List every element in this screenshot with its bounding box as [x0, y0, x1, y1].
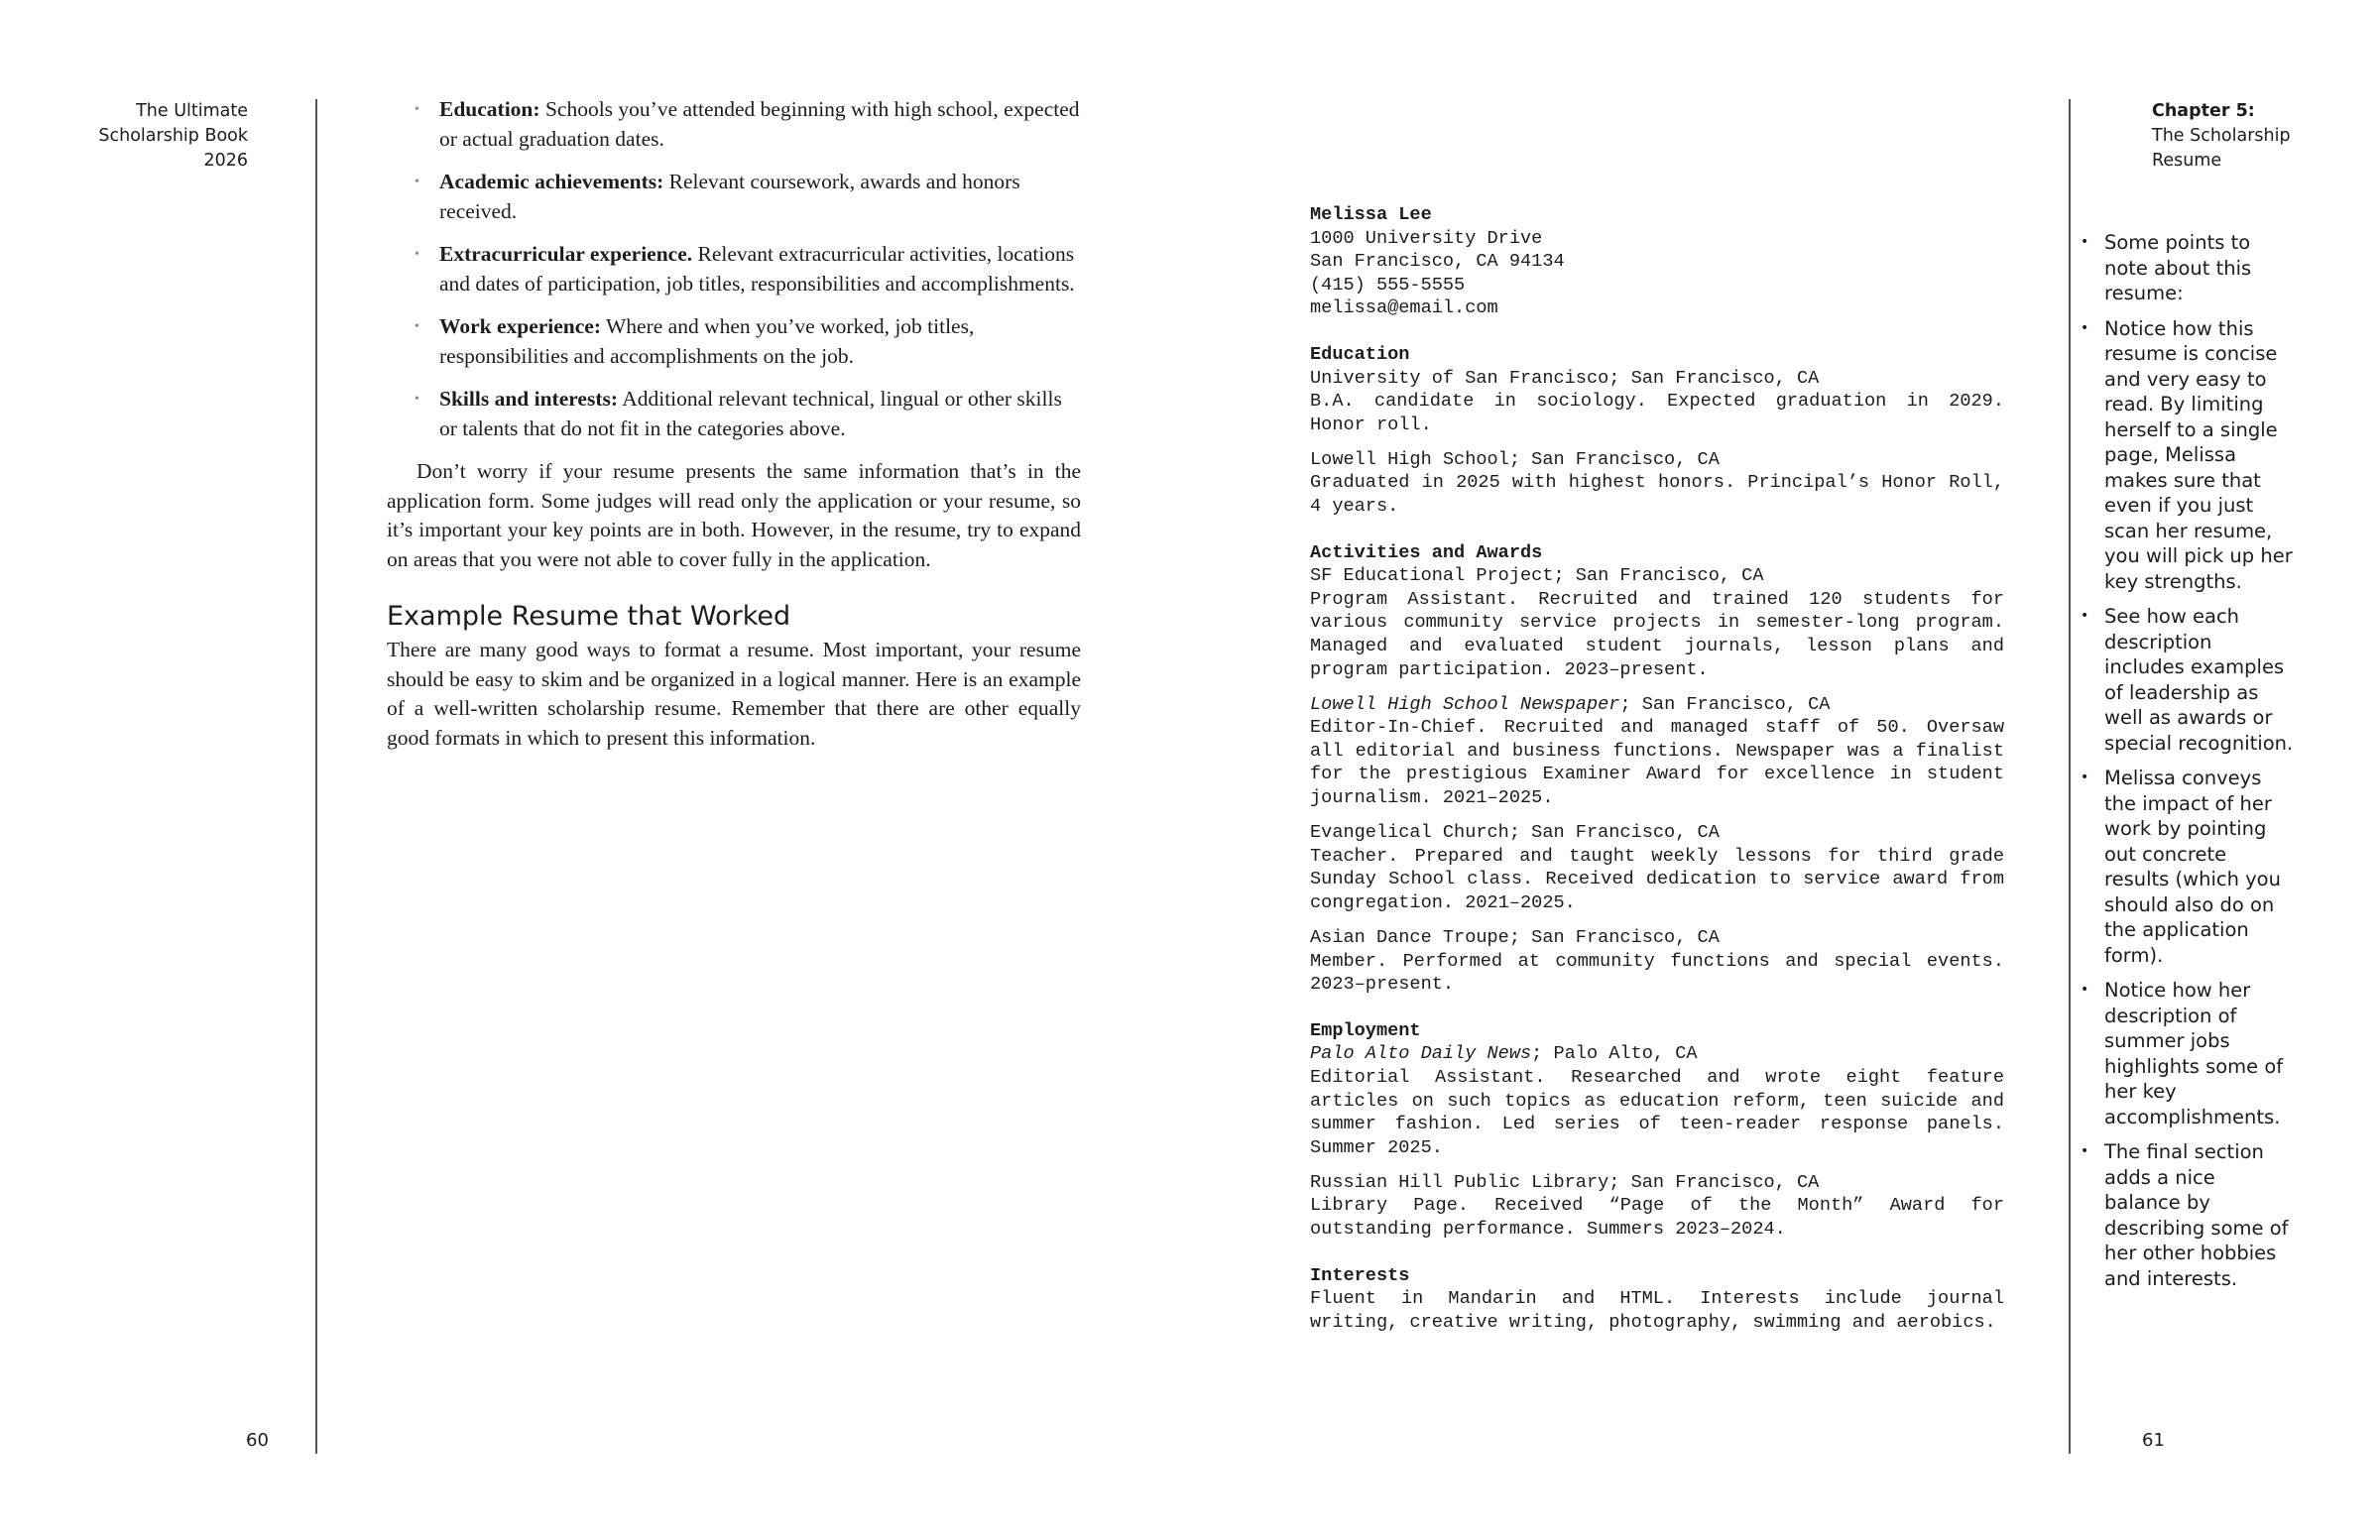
resume-section-heading: Education	[1310, 343, 1410, 365]
bullet-icon: •	[2081, 234, 2089, 250]
bullet-icon: •	[415, 392, 419, 407]
resume-entry-org: Russian Hill Public Library; San Francisco, CA	[1310, 1171, 1820, 1193]
book-title-line: The Ultimate	[136, 101, 248, 121]
margin-note	[2081, 230, 2297, 306]
margin-note-text: Notice how her description of summer jobs highlights some of her key accomplishments.	[2104, 979, 2284, 1128]
left-margin-rule	[315, 99, 317, 1454]
resume-contact	[1310, 203, 2004, 320]
resume-entry-detail: Graduated in 2025 with highest honors. Principal’s Honor Roll, 4 years.	[1310, 472, 2004, 518]
resume-entry-detail: Program Assistant. Recruited and trained 120 students for various community service projects in semester-long program. Managed and evaluated student journals, lesson plans and program participation. 2023–present.	[1310, 588, 2004, 680]
bullet-icon: •	[415, 175, 419, 189]
resume-entry-detail: Fluent in Mandarin and HTML. Interests include journal writing, creative writing, photography, swimming and aerobics.	[1310, 1288, 2004, 1333]
list-item-text: Relevant coursework, awards and honors received.	[439, 170, 1020, 223]
resume-entry	[1310, 343, 2004, 436]
example-resume	[1310, 203, 2004, 1346]
resume-phone: (415) 555-5555	[1310, 274, 1466, 296]
running-head-book-title	[60, 99, 248, 174]
left-body-text	[387, 95, 1081, 753]
list-item-term: Extracurricular experience.	[439, 242, 693, 266]
resume-contents-list	[387, 95, 1081, 443]
list-item	[387, 95, 1081, 154]
resume-entry	[1310, 1019, 2004, 1160]
book-title-line: Scholarship Book	[98, 126, 248, 146]
list-item-term: Education:	[439, 97, 540, 121]
resume-entry	[1310, 926, 2004, 997]
resume-entry	[1310, 693, 2004, 810]
resume-entry	[1310, 1171, 2004, 1242]
bullet-icon: •	[2081, 1143, 2089, 1159]
list-item	[387, 240, 1081, 298]
resume-address-line: San Francisco, CA 94134	[1310, 251, 1565, 273]
resume-entry	[1310, 541, 2004, 682]
running-head-chapter	[2152, 99, 2350, 174]
margin-note	[2081, 316, 2297, 595]
resume-entry	[1310, 1264, 2004, 1335]
resume-entry-org	[1310, 1042, 2004, 1066]
list-item	[387, 385, 1081, 443]
resume-address-line: 1000 University Drive	[1310, 227, 1543, 249]
section-heading: Example Resume that Worked	[387, 601, 791, 632]
chapter-title-line: Resume	[2152, 151, 2222, 171]
chapter-title-line: The Scholarship	[2152, 126, 2291, 146]
list-item-term: Academic achievements:	[439, 170, 664, 193]
list-item-term: Work experience:	[439, 314, 601, 338]
right-margin-rule	[2069, 99, 2071, 1454]
list-item	[387, 168, 1081, 226]
margin-note-text: Notice how this resume is concise and very easy to read. By limiting herself to a single page, Melissa makes sure that even if you just scan her resume, you will pick up her key strengths.	[2104, 316, 2293, 593]
resume-entry-org: Lowell High School; San Francisco, CA	[1310, 448, 1720, 470]
margin-note-text: The final section adds a nice balance by describing some of her other hobbies and interests.	[2104, 1140, 2289, 1290]
margin-note	[2081, 1139, 2297, 1291]
page-number-left: 60	[246, 1430, 269, 1451]
bullet-icon: •	[415, 319, 419, 334]
resume-name: Melissa Lee	[1310, 204, 1432, 225]
list-item-term: Skills and interests:	[439, 387, 618, 411]
publication-title: Palo Alto Daily News	[1310, 1043, 1532, 1065]
bullet-icon: •	[2081, 608, 2089, 624]
bullet-icon: •	[2081, 770, 2089, 785]
bullet-icon: •	[415, 247, 419, 262]
resume-entry-detail: Member. Performed at community functions and special events. 2023–present.	[1310, 950, 2004, 996]
resume-entry-org: University of San Francisco; San Francisco, CA	[1310, 367, 1820, 389]
resume-entry-location: ; Palo Alto, CA	[1531, 1043, 1698, 1065]
list-item-text: Additional relevant technical, lingual or other skills or talents that do not fit in the categories above.	[439, 387, 1062, 440]
margin-note-text: Melissa conveys the impact of her work by pointing out concrete results (which you should also do on the application form).	[2104, 767, 2281, 967]
resume-entry-detail: Editorial Assistant. Researched and wrote eight feature articles on such topics as education reform, teen suicide and summer fashion. Led series of teen-reader response panels. Summer 2025.	[1310, 1067, 2004, 1158]
resume-entry-detail: Editor-In-Chief. Recruited and managed staff of 50. Oversaw all editorial and business functions. Newspaper was a finalist for the prestigious Examiner Award for excellence in student journalism. 2021–2025.	[1310, 717, 2004, 809]
resume-email: melissa@email.com	[1310, 297, 1498, 319]
bullet-icon: •	[415, 102, 419, 117]
margin-note-text: Some points to note about this resume:	[2104, 231, 2252, 304]
body-paragraph: There are many good ways to format a resume. Most important, your resume should be easy to skim and be organized in a logical manner. Here is an example of a well-written scholarship resume. Remember that there are other equally good formats in which to present this information.	[387, 638, 1081, 750]
resume-section-heading: Employment	[1310, 1019, 1421, 1041]
book-title-line: 2026	[203, 151, 248, 171]
resume-section-heading: Activities and Awards	[1310, 541, 1543, 563]
resume-entry-detail: Library Page. Received “Page of the Month” Award for outstanding performance. Summers 2023–2024.	[1310, 1195, 2004, 1241]
chapter-number: Chapter 5:	[2152, 101, 2255, 121]
list-item	[387, 312, 1081, 371]
resume-entry-detail: Teacher. Prepared and taught weekly lessons for third grade Sunday School class. Received dedication to service award from congregation. 2021–2025.	[1310, 845, 2004, 913]
margin-note	[2081, 978, 2297, 1129]
publication-title: Lowell High School Newspaper	[1310, 693, 1620, 715]
page-number-right: 61	[2142, 1430, 2165, 1451]
margin-note	[2081, 766, 2297, 968]
list-item-text: Schools you’ve attended beginning with high school, expected or actual graduation dates.	[439, 97, 1080, 151]
margin-note	[2081, 604, 2297, 756]
bullet-icon: •	[2081, 982, 2089, 998]
resume-entry-org	[1310, 693, 2004, 717]
margin-note-text: See how each description includes examples of leadership as well as awards or special recognition.	[2104, 605, 2294, 755]
resume-section-heading: Interests	[1310, 1264, 1410, 1286]
list-item-text: Relevant extracurricular activities, locations and dates of participation, job titles, responsibilities and accomplishments.	[439, 242, 1075, 296]
resume-entry-location: ; San Francisco, CA	[1619, 693, 1831, 715]
bullet-icon: •	[2081, 319, 2089, 336]
resume-entry-org: Asian Dance Troupe; San Francisco, CA	[1310, 927, 1720, 949]
resume-entry	[1310, 448, 2004, 519]
resume-entry-detail: B.A. candidate in sociology. Expected graduation in 2029. Honor roll.	[1310, 391, 2004, 435]
resume-entry-org: SF Educational Project; San Francisco, CA	[1310, 565, 1764, 587]
resume-entry-org: Evangelical Church; San Francisco, CA	[1310, 822, 1720, 844]
resume-entry	[1310, 821, 2004, 914]
list-item-text: Where and when you’ve worked, job titles, responsibilities and accomplishments on the job.	[439, 314, 975, 368]
body-paragraph: Don’t worry if your resume presents the same information that’s in the application form. Some judges will read only the application or your resume, so it’s important your key points are in both. However, in the resume, try to expand on areas that you were not able to cover fully in the application.	[387, 459, 1081, 571]
margin-notes	[2081, 230, 2297, 1301]
